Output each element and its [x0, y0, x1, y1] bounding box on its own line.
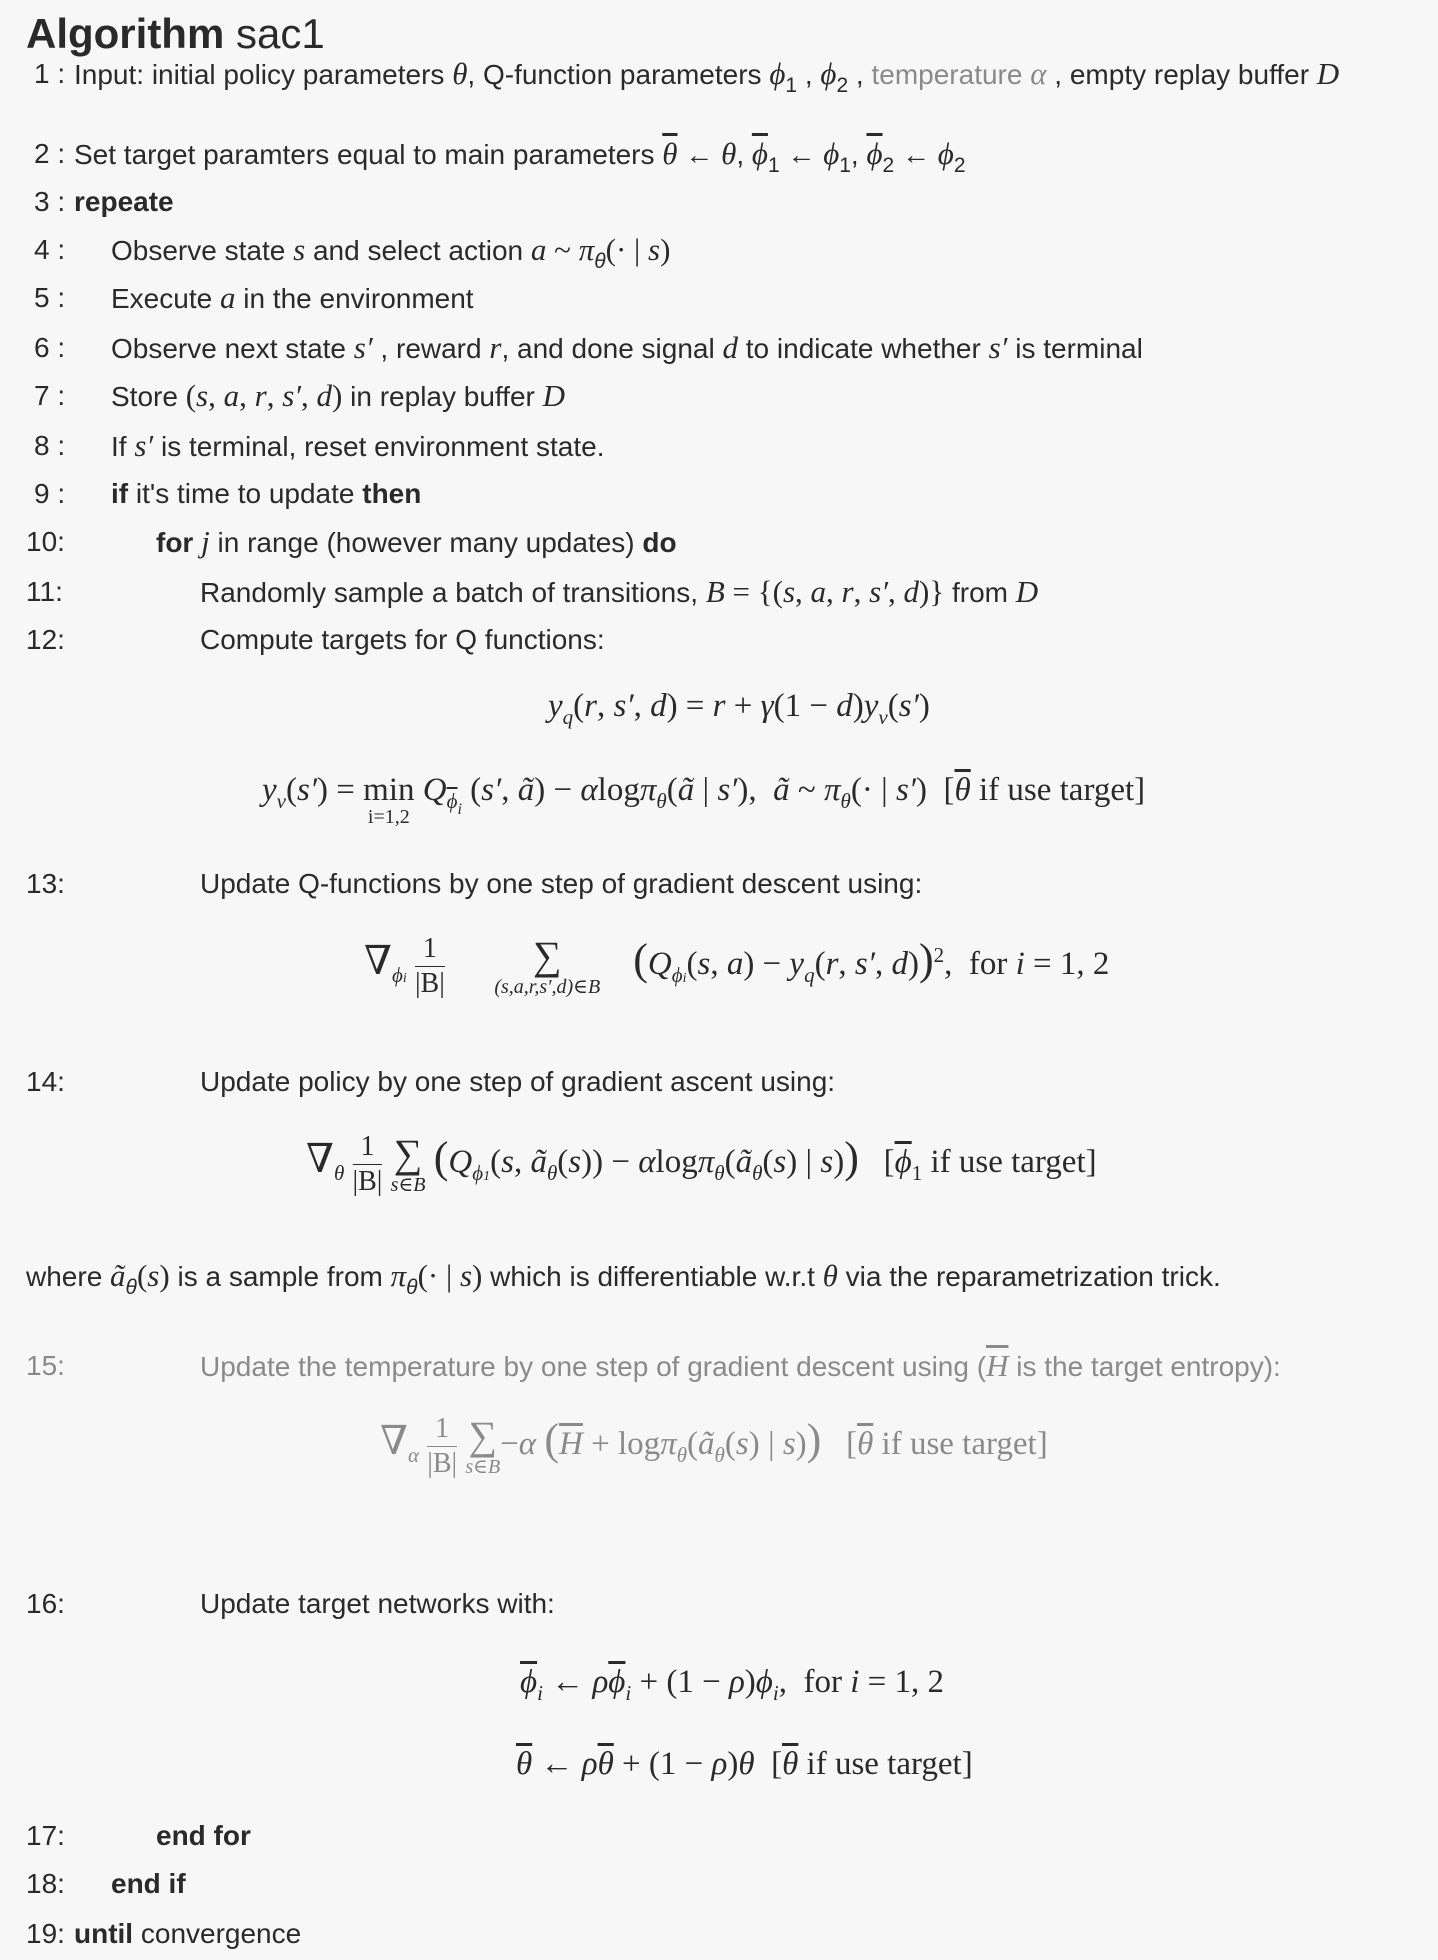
equation-target-phi: $\overline{\phi}_i$ ← $\rho\overline{\phi}_i + (1 - \rho)\phi_i$, for i = 1, 2: [520, 1664, 944, 1705]
line-text: Input: initial policy parameters θ, Q-function parameters $\phi_1$ , $\phi_2$ , temperature α , empty replay buffer D: [74, 56, 1340, 97]
equation-yq: $y_q(r$, s′, $d) = r + \gamma(1 - d)y_v(s')$: [548, 688, 930, 729]
algorithm-label: Algorithm: [26, 10, 225, 57]
equation-temperature-update: $\nabla_\alpha$ $\frac{1}{|B|}$ ∑ s∈B −α ($\overline{H}$ + $\log\pi_\theta(ã_\theta(s)$ | s)) [$\overline{\theta}$ if use target]: [380, 1412, 1048, 1479]
algorithm-title: [26, 8, 325, 60]
algorithm-name: sac1: [224, 10, 325, 57]
equation-q-update: $\nabla_{\phi i}$ $\frac{1}{|B|}$ ∑ (s,a,r,s′,d)∈B ($Q_{\phi i}(s$, $a) - y_q(r$, s′, d))$^2$, for i = 1, 2: [364, 932, 1110, 999]
equation-target-theta: $\overline{\theta}$ ← $\rho\overline{\theta} + (1 - \rho)\theta$ [$\overline{\theta}$ if use target]: [516, 1746, 973, 1782]
equation-yv: $y_v(s')$ = min i=1,2 $Q_{\overline{\phi}i}$ (s′, ã) − αlogπ$_\theta$(ã | s′), ã ~ $\pi_\theta(\cdot$ | s′) [$\overline{\theta}$ if use target]: [262, 772, 1146, 828]
line-number: 1 :: [34, 58, 66, 89]
equation-policy-update: $\nabla_\theta$ $\frac{1}{|B|}$ ∑ s∈B ($Q_{\phi 1}(s$, $ã_\theta(s)$) − $\alpha\log\pi_\theta(ã_\theta(s)$ | s)) [$\overline{\phi}_1$ if use target]: [306, 1130, 1097, 1197]
